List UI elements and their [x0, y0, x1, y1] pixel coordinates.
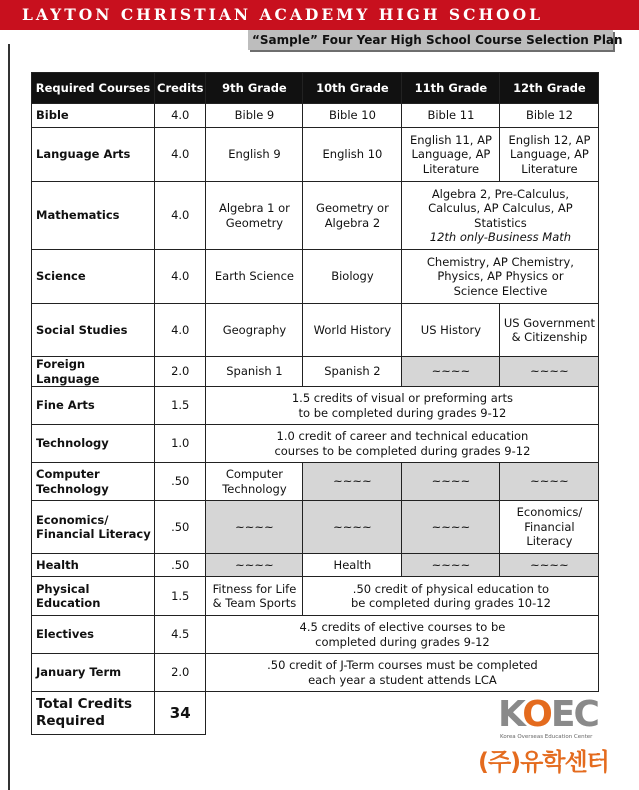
- koec-letter-k: K: [498, 694, 523, 735]
- course-credits: 4.0: [155, 104, 206, 128]
- course-name: Economics/ Financial Literacy: [32, 501, 155, 554]
- grade-10-cell: ~~~~: [303, 501, 402, 554]
- grade-9-cell: Computer Technology: [206, 463, 303, 501]
- course-name: Social Studies: [32, 304, 155, 357]
- course-plan-table: [31, 72, 599, 735]
- table-row: [32, 250, 599, 304]
- course-name: Technology: [32, 425, 155, 463]
- grade-11-cell: Bible 11: [402, 104, 500, 128]
- course-name: Electives: [32, 616, 155, 654]
- table-row: [32, 577, 599, 616]
- grade-11-cell: ~~~~: [402, 463, 500, 501]
- koec-letters-ec: EC: [550, 694, 598, 735]
- requirement-line-2: courses to be completed during grades 9-12: [274, 443, 531, 458]
- grade-11-cell: English 11, AP Language, AP Literature: [402, 128, 500, 182]
- grade-10-12-cell: [303, 577, 599, 616]
- course-name: January Term: [32, 654, 155, 692]
- header-9th-grade: 9th Grade: [206, 73, 303, 104]
- table-header-row: [32, 73, 599, 104]
- requirement-line-2: be completed during grades 10-12: [350, 596, 551, 610]
- grade-12-cell: Economics/ Financial Literacy: [500, 501, 599, 554]
- course-credits: 4.0: [155, 304, 206, 357]
- grade-12-cell: ~~~~: [500, 554, 599, 577]
- all-grades-cell: [206, 654, 599, 692]
- table-row: [32, 425, 599, 463]
- grade-10-cell: ~~~~: [303, 463, 402, 501]
- total-credits-value: 34: [155, 692, 206, 735]
- table-row: [32, 128, 599, 182]
- course-credits: 1.5: [155, 387, 206, 425]
- course-credits: 2.0: [155, 654, 206, 692]
- course-name: Health: [32, 554, 155, 577]
- grade-10-cell: Biology: [303, 250, 402, 304]
- grade-12-cell: Bible 12: [500, 104, 599, 128]
- total-credits-label: [32, 692, 155, 735]
- course-credits: 4.0: [155, 128, 206, 182]
- grade-11-cell: ~~~~: [402, 501, 500, 554]
- header-credits: Credits: [155, 73, 206, 104]
- table-row: [32, 387, 599, 425]
- course-name: Computer Technology: [32, 463, 155, 501]
- course-credits: 4.0: [155, 182, 206, 250]
- grade-10-cell: English 10: [303, 128, 402, 182]
- koec-letter-o: O: [522, 694, 551, 735]
- header-required-courses: Required Courses: [32, 73, 155, 104]
- koec-logo: [478, 694, 628, 782]
- requirement-line-1: 4.5 credits of elective courses to be: [299, 620, 506, 634]
- course-name: Language Arts: [32, 128, 155, 182]
- math-business-note: 12th only-Business Math: [429, 230, 572, 244]
- grade-9-cell: Bible 9: [206, 104, 303, 128]
- grade-9-cell: Fitness for Life & Team Sports: [206, 577, 303, 616]
- grade-9-cell: Earth Science: [206, 250, 303, 304]
- school-title-banner: LAYTON CHRISTIAN ACADEMY HIGH SCHOOL: [0, 0, 639, 30]
- header-12th-grade: 12th Grade: [500, 73, 599, 104]
- course-credits: 1.0: [155, 425, 206, 463]
- grade-9-cell: Spanish 1: [206, 357, 303, 387]
- table-row: [32, 182, 599, 250]
- left-margin-rule: [8, 44, 10, 790]
- grade-10-cell: Bible 10: [303, 104, 402, 128]
- science-upper-options: Chemistry, AP Chemistry, Physics, AP Physics or Science Elective: [426, 254, 574, 298]
- requirement-line-1: .50 credit of J-Term courses must be completed: [267, 658, 538, 672]
- course-name: Mathematics: [32, 182, 155, 250]
- grade-11-cell: ~~~~: [402, 554, 500, 577]
- requirement-line-1: 1.5 credits of visual or preforming arts: [291, 391, 514, 405]
- grade-10-cell: Geometry or Algebra 2: [303, 182, 402, 250]
- course-name: Physical Education: [32, 577, 155, 616]
- all-grades-cell: [206, 425, 599, 463]
- requirement-line-2: to be completed during grades 9-12: [298, 405, 507, 420]
- course-name: Science: [32, 250, 155, 304]
- table-row: [32, 554, 599, 577]
- grade-9-cell: ~~~~: [206, 501, 303, 554]
- grade-10-cell: Health: [303, 554, 402, 577]
- grade-12-cell: English 12, AP Language, AP Literature: [500, 128, 599, 182]
- grade-12-cell: ~~~~: [500, 463, 599, 501]
- course-name: Foreign Language: [32, 357, 155, 387]
- course-credits: 2.0: [155, 357, 206, 387]
- grade-12-cell: ~~~~: [500, 357, 599, 387]
- course-credits: .50: [155, 501, 206, 554]
- course-credits: 4.0: [155, 250, 206, 304]
- requirement-line-2: completed during grades 9-12: [315, 634, 490, 649]
- table-row: [32, 357, 599, 387]
- course-credits: .50: [155, 554, 206, 577]
- grade-11-12-cell: [402, 250, 599, 304]
- header-11th-grade: 11th Grade: [402, 73, 500, 104]
- grade-10-cell: World History: [303, 304, 402, 357]
- grade-12-cell: US Government & Citizenship: [500, 304, 599, 357]
- requirement-line-1: .50 credit of physical education to: [352, 581, 550, 596]
- requirement-line-1: 1.0 credit of career and technical education: [276, 429, 529, 443]
- grade-11-cell: US History: [402, 304, 500, 357]
- plan-subtitle: “Sample” Four Year High School Course Selection Plan: [252, 33, 623, 47]
- table-row: [32, 501, 599, 554]
- grade-11-12-cell: [402, 182, 599, 250]
- grade-9-cell: Algebra 1 or Geometry: [206, 182, 303, 250]
- course-credits: 1.5: [155, 577, 206, 616]
- header-10th-grade: 10th Grade: [303, 73, 402, 104]
- table-row: [32, 616, 599, 654]
- table-row: [32, 654, 599, 692]
- math-upper-options: Algebra 2, Pre-Calculus, Calculus, AP Calculus, AP Statistics: [428, 186, 573, 230]
- grade-9-cell: Geography: [206, 304, 303, 357]
- all-grades-cell: [206, 616, 599, 654]
- course-name: Fine Arts: [32, 387, 155, 425]
- koec-wordmark: [498, 696, 598, 734]
- grade-10-cell: Spanish 2: [303, 357, 402, 387]
- total-label-line-1: Total Credits: [36, 696, 133, 712]
- grade-9-cell: ~~~~: [206, 554, 303, 577]
- korean-center-name: (주)유학센터: [478, 748, 609, 776]
- table-row: [32, 304, 599, 357]
- all-grades-cell: [206, 387, 599, 425]
- koec-tagline: Korea Overseas Education Center: [500, 734, 593, 740]
- grade-11-cell: ~~~~: [402, 357, 500, 387]
- grade-9-cell: English 9: [206, 128, 303, 182]
- course-credits: 4.5: [155, 616, 206, 654]
- course-credits: .50: [155, 463, 206, 501]
- table-row: [32, 463, 599, 501]
- total-label-line-2: Required: [36, 713, 105, 729]
- course-name: Bible: [32, 104, 155, 128]
- table-row: [32, 104, 599, 128]
- requirement-line-2: each year a student attends LCA: [308, 672, 497, 687]
